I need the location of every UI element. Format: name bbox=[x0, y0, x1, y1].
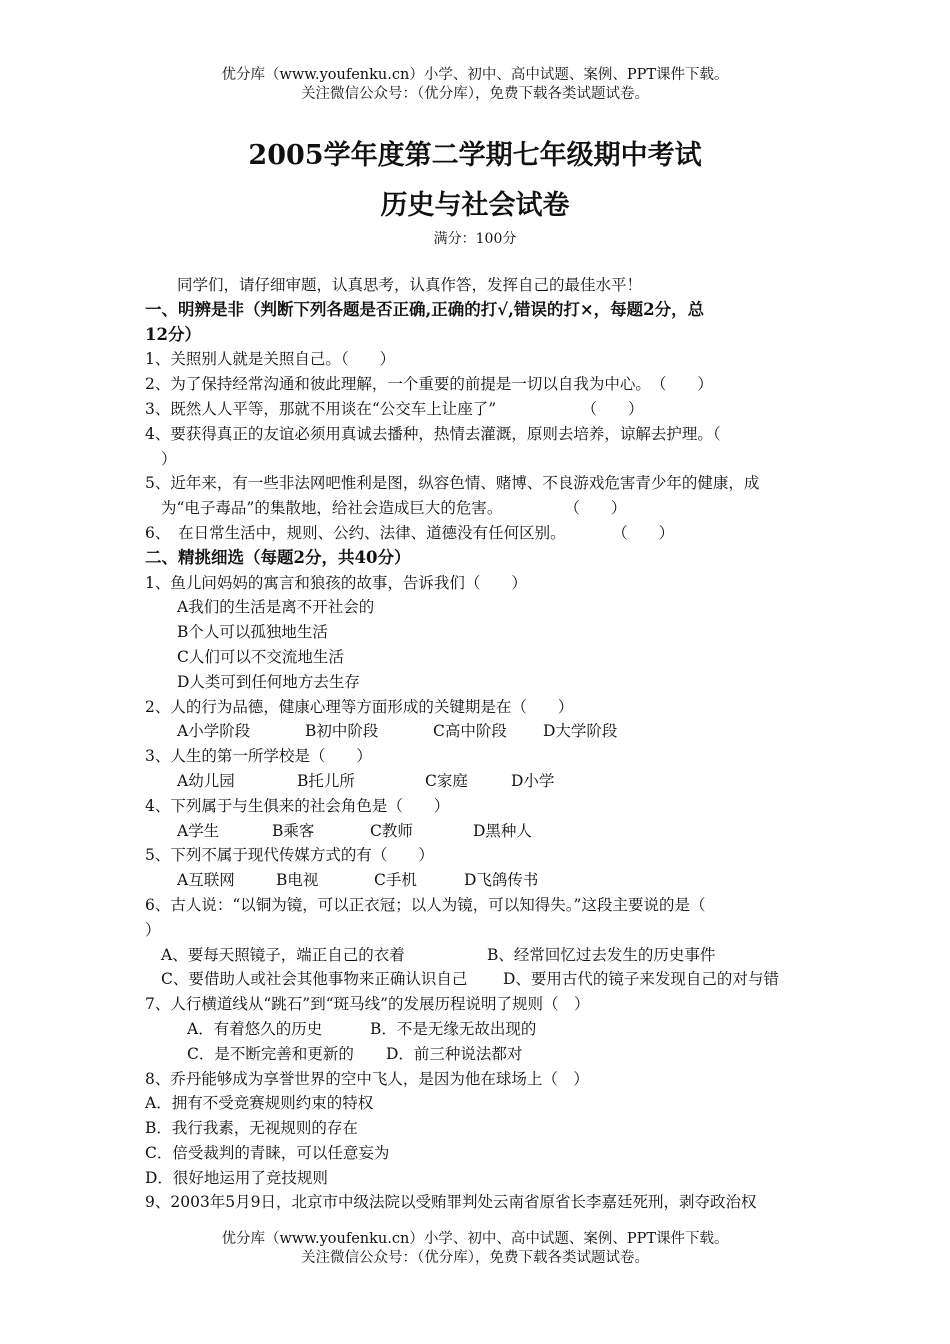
header-line-1: 优分库（www.youfenku.cn）小学、初中、高中试题、案例、PPT课件下载。 bbox=[221, 67, 729, 83]
intro-text: 同学们，请仔细审题，认真思考，认真作答，发挥自己的最佳水平！ bbox=[177, 276, 643, 294]
s2-q3-option-c: C家庭 bbox=[425, 771, 468, 790]
s2-question-5: 5、下列不属于现代传媒方式的有（ ） bbox=[145, 846, 434, 865]
s2-q5-option-c: C手机 bbox=[374, 871, 417, 890]
s2-question-9: 9、2003年5月9日，北京市中级法院以受贿罪判处云南省原省长李嘉廷死刑，剥夺政治权 bbox=[145, 1193, 757, 1212]
s2-q6-option-c: C、要借助人或社会其他事物来正确认识自己 bbox=[161, 970, 468, 989]
s2-q7-options-ab bbox=[145, 1017, 807, 1042]
exam-subtitle: 历史与社会试卷 bbox=[380, 190, 570, 221]
s2-q2-option-c: C高中阶段 bbox=[433, 722, 507, 741]
header-line-2: 关注微信公众号：（优分库），免费下载各类试题试卷。 bbox=[301, 86, 649, 102]
s2-q6-options-cd bbox=[145, 967, 807, 992]
s2-q2-option-b: B初中阶段 bbox=[305, 722, 379, 741]
s2-q6-option-b: B、经常回忆过去发生的历史事件 bbox=[487, 945, 716, 964]
exam-title: 2005学年度第二学期七年级期中考试 bbox=[248, 140, 702, 171]
s2-question-6-cont: ） bbox=[145, 920, 161, 939]
s2-q4-options bbox=[145, 819, 807, 844]
s1-question-3: 3、既然人人平等，那就不用谈在“公交车上让座了” （ ） bbox=[145, 399, 644, 418]
s1-question-4-cont: ） bbox=[161, 449, 177, 468]
s2-question-7: 7、人行横道线从“跳石”到“斑马线”的发展历程说明了规则（ ） bbox=[145, 995, 590, 1014]
s1-question-4: 4、要获得真正的友谊必须用真诚去播种，热情去灌溉，原则去培养，谅解去护理。（ bbox=[145, 424, 721, 443]
s2-q5-options bbox=[145, 868, 807, 893]
s2-q4-option-c: C教师 bbox=[370, 821, 413, 840]
s2-question-1: 1、鱼儿问妈妈的寓言和狼孩的故事，告诉我们（ ） bbox=[145, 573, 527, 592]
s2-q5-option-d: D飞鸽传书 bbox=[464, 871, 539, 890]
s2-q8-option-c: C．倍受裁判的青睐，可以任意妄为 bbox=[145, 1143, 390, 1162]
s2-q5-option-b: B电视 bbox=[276, 871, 319, 890]
s2-q1-option-b: B个人可以孤独地生活 bbox=[177, 623, 328, 642]
s2-question-2: 2、人的行为品德，健康心理等方面形成的关键期是在（ ） bbox=[145, 697, 574, 716]
s2-q2-option-a: A小学阶段 bbox=[177, 722, 251, 741]
section1-heading-line1: 一、明辨是非（判断下列各题是否正确,正确的打√,错误的打×，每题2分，总 bbox=[145, 299, 705, 319]
s2-question-4: 4、下列属于与生俱来的社会角色是（ ） bbox=[145, 796, 450, 815]
full-score: 满分：100分 bbox=[433, 231, 517, 247]
s2-q3-options bbox=[145, 769, 807, 794]
s2-q3-option-b: B托儿所 bbox=[297, 771, 355, 790]
section1-heading-line2: 12分） bbox=[145, 324, 201, 344]
s2-q6-option-d: D、要用古代的镜子来发现自己的对与错 bbox=[503, 970, 779, 989]
footer-line-2: 关注微信公众号：（优分库），免费下载各类试题试卷。 bbox=[301, 1250, 649, 1266]
page-footer bbox=[0, 1230, 950, 1268]
s2-q4-option-d: D黑种人 bbox=[473, 821, 532, 840]
s1-question-6: 6、 在日常生活中，规则、公约、法律、道德没有任何区别。 （ ） bbox=[145, 523, 675, 542]
s2-question-3: 3、人生的第一所学校是（ ） bbox=[145, 747, 372, 766]
s2-q4-option-b: B乘客 bbox=[272, 821, 315, 840]
s2-q3-option-a: A幼儿园 bbox=[177, 771, 235, 790]
s2-q7-option-a: A．有着悠久的历史 bbox=[187, 1019, 323, 1038]
s2-q1-option-a: A我们的生活是离不开社会的 bbox=[177, 598, 375, 617]
s2-q7-options-cd bbox=[145, 1042, 807, 1067]
s2-q2-options bbox=[145, 719, 807, 744]
s2-q8-option-d: D．很好地运用了竞技规则 bbox=[145, 1168, 328, 1187]
s2-q7-option-c: C．是不断完善和更新的 bbox=[187, 1044, 354, 1063]
exam-body bbox=[145, 273, 807, 1215]
s2-question-8: 8、乔丹能够成为享誉世界的空中飞人，是因为他在球场上（ ） bbox=[145, 1069, 589, 1088]
s2-q1-option-d: D人类可到任何地方去生存 bbox=[177, 672, 360, 691]
page-header bbox=[0, 66, 950, 104]
s2-q1-option-c: C人们可以不交流地生活 bbox=[177, 647, 344, 666]
s2-q3-option-d: D小学 bbox=[511, 771, 555, 790]
footer-line-1: 优分库（www.youfenku.cn）小学、初中、高中试题、案例、PPT课件下载。 bbox=[221, 1231, 729, 1247]
s2-q7-option-b: B．不是无缘无故出现的 bbox=[370, 1019, 537, 1038]
s2-question-6: 6、古人说：“以铜为镜，可以正衣冠；以人为镜，可以知得失。”这段主要说的是（ bbox=[145, 895, 706, 914]
s1-question-5-cont: 为“电子毒品”的集散地，给社会造成巨大的危害。 （ ） bbox=[161, 499, 627, 518]
s2-q6-options-ab bbox=[145, 943, 807, 968]
s2-q2-option-d: D大学阶段 bbox=[543, 722, 618, 741]
s1-question-2: 2、为了保持经常沟通和彼此理解，一个重要的前提是一切以自我为中心。 （ ） bbox=[145, 375, 713, 394]
s2-q8-option-a: A．拥有不受竞赛规则约束的特权 bbox=[145, 1094, 374, 1113]
s2-q6-option-a: A、要每天照镜子，端正自己的衣着 bbox=[161, 945, 405, 964]
s2-q7-option-d: D．前三种说法都对 bbox=[386, 1044, 523, 1063]
s2-q4-option-a: A学生 bbox=[177, 821, 220, 840]
s1-question-5: 5、近年来，有一些非法网吧惟利是图，纵容色情、赌博、不良游戏危害青少年的健康，成 bbox=[145, 474, 760, 493]
s2-q5-option-a: A互联网 bbox=[177, 871, 235, 890]
s2-q8-option-b: B．我行我素，无视规则的存在 bbox=[145, 1119, 358, 1138]
section2-heading: 二、精挑细选（每题2分，共40分） bbox=[145, 547, 411, 567]
s1-question-1: 1、关照别人就是关照自己。（ ） bbox=[145, 350, 396, 369]
